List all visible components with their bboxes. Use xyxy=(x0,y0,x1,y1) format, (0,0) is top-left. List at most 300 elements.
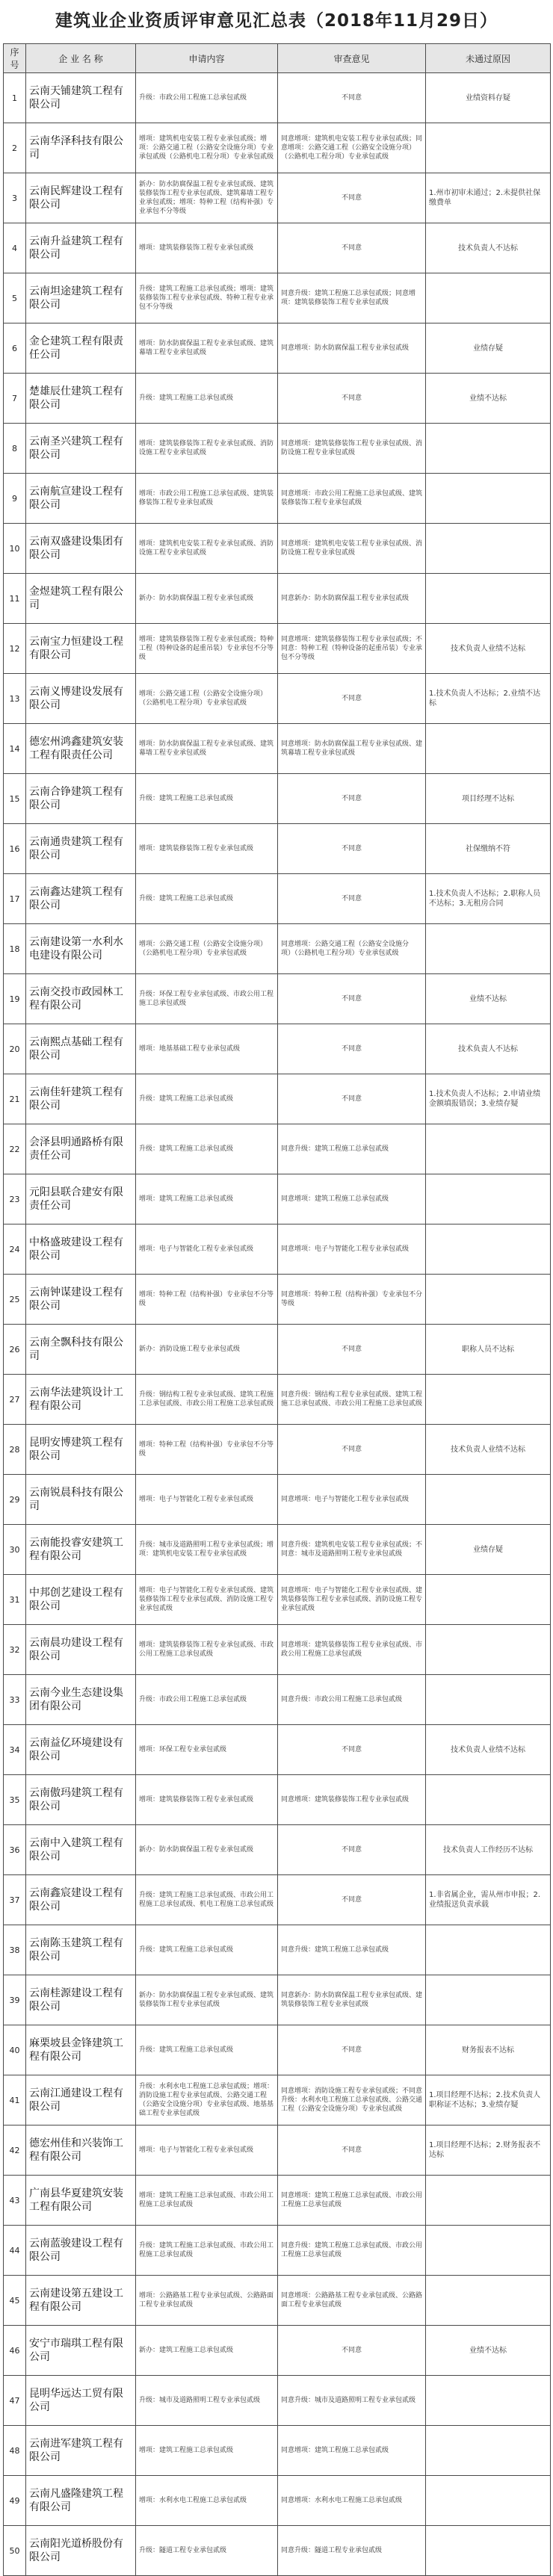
application-content: 增项：电子与智能化工程专业承包贰级 xyxy=(136,2125,278,2176)
row-number: 25 xyxy=(4,1275,26,1325)
header-rejection-reason: 未通过原因 xyxy=(426,44,551,73)
review-opinion: 同意升级：建筑工程施工总承包贰级；同意增项：建筑装修装饰工程专业承包贰级 xyxy=(278,273,426,323)
company-name: 中邦创艺建设工程有限公司 xyxy=(26,1575,136,1625)
rejection-reason: 业绩存疑 xyxy=(426,323,551,374)
rejection-reason xyxy=(426,1625,551,1675)
review-opinion: 同意增项：建筑装修装饰工程专业承包贰级、消防设施工程专业承包贰级 xyxy=(278,424,426,474)
table-row xyxy=(4,173,551,223)
application-content: 增项：电子与智能化工程专业承包贰级、建筑装修装饰工程专业承包贰级、消防设施工程专业承包贰级 xyxy=(136,1575,278,1625)
row-number: 35 xyxy=(4,1775,26,1825)
table-row xyxy=(4,424,551,474)
review-opinion: 不同意 xyxy=(278,2125,426,2176)
review-opinion: 同意增项：电子与智能化工程专业承包贰级 xyxy=(278,1475,426,1525)
table-row xyxy=(4,524,551,574)
application-content: 增项：建筑装修装饰工程专业承包贰级 xyxy=(136,223,278,273)
application-content: 增项：地基基础工程专业承包贰级 xyxy=(136,1024,278,1074)
table-row xyxy=(4,874,551,924)
table-row xyxy=(4,374,551,424)
rejection-reason xyxy=(426,1975,551,2025)
rejection-reason xyxy=(426,2426,551,2476)
company-name: 云南阳光道桥股份有限公司 xyxy=(26,2526,136,2576)
review-opinion: 同意增项：建筑装修装饰工程专业承包贰级 xyxy=(278,1775,426,1825)
rejection-reason: 1.项目经理不达标；2.技术负责人职称证不达标；3.业绩存疑 xyxy=(426,2075,551,2125)
application-content: 新办：防水防腐保温工程专业承包贰级、建筑装修装饰工程专业承包贰级、建筑幕墙工程专业承包贰级；增项：特种工程（结构补强）专业承包不分等级 xyxy=(136,173,278,223)
application-content: 增项：建筑工程施工总承包贰级、市政公用工程施工总承包贰级 xyxy=(136,2176,278,2226)
company-name: 云南鑫达建筑工程有限公司 xyxy=(26,874,136,924)
rejection-reason: 技术负责人不达标 xyxy=(426,1024,551,1074)
company-name: 云南圣兴建筑工程有限公司 xyxy=(26,424,136,474)
application-content: 增项：电子与智能化工程专业承包贰级 xyxy=(136,1224,278,1275)
application-content: 新办：防水防腐保温工程专业承包贰级 xyxy=(136,574,278,624)
table-row xyxy=(4,1425,551,1475)
application-content: 升级：建筑工程施工总承包贰级 xyxy=(136,1124,278,1174)
application-content: 升级：隧道工程专业承包贰级 xyxy=(136,2526,278,2576)
row-number: 27 xyxy=(4,1375,26,1425)
review-opinion: 不同意 xyxy=(278,1825,426,1875)
application-content: 升级：市政公用工程施工总承包贰级 xyxy=(136,73,278,123)
rejection-reason: 技术负责人业绩不达标 xyxy=(426,1425,551,1475)
review-opinion: 同意升级：隧道工程专业承包贰级 xyxy=(278,2526,426,2576)
row-number: 12 xyxy=(4,624,26,674)
review-opinion: 同意增项：消防设施工程专业承包贰级；不同意升级：水利水电工程施工总承包贰级、公路交通工程（公路安全设施分项）专业承包贰级 xyxy=(278,2075,426,2125)
review-opinion: 不同意 xyxy=(278,2326,426,2376)
rejection-reason xyxy=(426,2476,551,2526)
company-name: 德宏州鸿鑫建筑安装工程有限责任公司 xyxy=(26,724,136,774)
rejection-reason xyxy=(426,1775,551,1825)
row-number: 50 xyxy=(4,2526,26,2576)
rejection-reason xyxy=(426,2276,551,2326)
rejection-reason: 项目经理不达标 xyxy=(426,774,551,824)
company-name: 德宏州佳和兴装饰工程有限公司 xyxy=(26,2125,136,2176)
rejection-reason xyxy=(426,1475,551,1525)
company-name: 楚雄辰仕建筑工程有限公司 xyxy=(26,374,136,424)
review-opinion: 不同意 xyxy=(278,2025,426,2075)
table-row xyxy=(4,824,551,874)
review-opinion: 同意增项：建筑机电安装工程专业承包贰级；同意增项：公路交通工程（公路安全设施分项）（公路机电工程分项）专业承包贰级 xyxy=(278,123,426,173)
table-row xyxy=(4,73,551,123)
company-name: 云南傲玛建筑工程有限公司 xyxy=(26,1775,136,1825)
table-row xyxy=(4,1325,551,1375)
application-content: 增项：建筑工程施工总承包贰级 xyxy=(136,2426,278,2476)
rejection-reason xyxy=(426,1375,551,1425)
review-opinion: 不同意 xyxy=(278,73,426,123)
rejection-reason: 1.技术负责人不达标；2.申请业绩金额填报错误；3.业绩存疑 xyxy=(426,1074,551,1124)
table-row xyxy=(4,1875,551,1925)
application-content: 增项：防水防腐保温工程专业承包贰级、建筑幕墙工程专业承包贰级 xyxy=(136,323,278,374)
table-row xyxy=(4,1224,551,1275)
review-opinion: 不同意 xyxy=(278,674,426,724)
row-number: 45 xyxy=(4,2276,26,2326)
rejection-reason xyxy=(426,2376,551,2426)
application-content: 新办：消防设施工程专业承包贰级 xyxy=(136,1325,278,1375)
rejection-reason: 业绩资料存疑 xyxy=(426,73,551,123)
company-name: 云南华泽科技有限公司 xyxy=(26,123,136,173)
rejection-reason xyxy=(426,524,551,574)
review-opinion: 不同意 xyxy=(278,1725,426,1775)
company-name: 元阳县联合建安有限责任公司 xyxy=(26,1174,136,1224)
row-number: 28 xyxy=(4,1425,26,1475)
review-opinion: 不同意 xyxy=(278,774,426,824)
table-header-row xyxy=(4,44,551,73)
review-opinion: 同意升级：建筑工程施工总承包贰级 xyxy=(278,1124,426,1174)
row-number: 43 xyxy=(4,2176,26,2226)
rejection-reason: 1.技术负责人不达标；2.业绩不达标 xyxy=(426,674,551,724)
row-number: 10 xyxy=(4,524,26,574)
review-opinion: 同意增项：建筑装修装饰工程专业承包贰级、市政公用工程施工总承包贰级 xyxy=(278,1625,426,1675)
row-number: 20 xyxy=(4,1024,26,1074)
table-row xyxy=(4,1775,551,1825)
company-name: 云南熙点基础工程有限公司 xyxy=(26,1024,136,1074)
review-opinion: 不同意 xyxy=(278,1024,426,1074)
row-number: 21 xyxy=(4,1074,26,1124)
company-name: 广南县华夏建筑安装工程有限公司 xyxy=(26,2176,136,2226)
row-number: 17 xyxy=(4,874,26,924)
rejection-reason: 技术负责人业绩不达标 xyxy=(426,624,551,674)
table-row xyxy=(4,1275,551,1325)
row-number: 9 xyxy=(4,474,26,524)
company-name: 云南鑫宸建设工程有限公司 xyxy=(26,1875,136,1925)
application-content: 增项：公路路基工程专业承包贰级、公路路面工程专业承包贰级 xyxy=(136,2276,278,2326)
application-content: 增项：水利水电工程施工总承包贰级 xyxy=(136,2476,278,2526)
row-number: 30 xyxy=(4,1525,26,1575)
company-name: 云南建设第五建设工程有限公司 xyxy=(26,2276,136,2326)
table-row xyxy=(4,1925,551,1975)
company-name: 云南交投市政园林工程有限公司 xyxy=(26,974,136,1024)
rejection-reason: 业绩不达标 xyxy=(426,974,551,1024)
table-row xyxy=(4,1124,551,1174)
table-row xyxy=(4,624,551,674)
review-opinion: 同意升级：建筑工程施工总承包贰级、市政公用工程施工总承包贰级 xyxy=(278,2226,426,2276)
company-name: 云南宝力恒建设工程有限公司 xyxy=(26,624,136,674)
rejection-reason xyxy=(426,474,551,524)
application-content: 增项：建筑机电安装工程专业承包贰级、消防设施工程专业承包贰级 xyxy=(136,524,278,574)
rejection-reason xyxy=(426,2526,551,2576)
application-content: 升级：建筑工程施工总承包贰级 xyxy=(136,374,278,424)
rejection-reason: 财务报表不达标 xyxy=(426,2025,551,2075)
review-opinion: 不同意 xyxy=(278,1425,426,1475)
header-application: 申请内容 xyxy=(136,44,278,73)
row-number: 11 xyxy=(4,574,26,624)
company-name: 云南益亿环境建设有限公司 xyxy=(26,1725,136,1775)
row-number: 48 xyxy=(4,2426,26,2476)
table-row xyxy=(4,974,551,1024)
company-name: 云南蓝骏建设工程有限公司 xyxy=(26,2226,136,2276)
rejection-reason: 业绩存疑 xyxy=(426,1525,551,1575)
review-opinion: 同意增项：公路路基工程专业承包贰级、公路路面工程专业承包贰级 xyxy=(278,2276,426,2326)
header-review-opinion: 审查意见 xyxy=(278,44,426,73)
company-name: 云南钟谋建设工程有限公司 xyxy=(26,1275,136,1325)
application-content: 增项：建筑装修装饰工程专业承包贰级 xyxy=(136,1775,278,1825)
company-name: 云南晨功建设工程有限公司 xyxy=(26,1625,136,1675)
table-row xyxy=(4,1575,551,1625)
application-content: 升级：建筑工程施工总承包贰级、市政公用工程施工总承包贰级 xyxy=(136,2226,278,2276)
row-number: 34 xyxy=(4,1725,26,1775)
review-opinion: 不同意 xyxy=(278,223,426,273)
table-row xyxy=(4,2176,551,2226)
application-content: 增项：建筑装修装饰工程专业承包贰级 xyxy=(136,824,278,874)
table-row xyxy=(4,1975,551,2025)
table-row xyxy=(4,1675,551,1725)
row-number: 1 xyxy=(4,73,26,123)
table-row xyxy=(4,1174,551,1224)
company-name: 云南江通建设工程有限公司 xyxy=(26,2075,136,2125)
review-opinion: 同意增项：特种工程（结构补强）专业承包不分等级 xyxy=(278,1275,426,1325)
header-no: 序号 xyxy=(4,44,26,73)
company-name: 云南桂源建设工程有限公司 xyxy=(26,1975,136,2025)
company-name: 云南中入建筑工程有限公司 xyxy=(26,1825,136,1875)
review-opinion: 同意升级：市政公用工程施工总承包贰级 xyxy=(278,1675,426,1725)
company-name: 云南义博建设发展有限公司 xyxy=(26,674,136,724)
table-row xyxy=(4,2476,551,2526)
table-row xyxy=(4,2125,551,2176)
application-content: 新办：防水防腐保温工程专业承包贰级 xyxy=(136,1825,278,1875)
review-opinion: 不同意 xyxy=(278,173,426,223)
review-opinion: 同意升级：钢结构工程专业承包贰级、建筑工程施工总承包贰级、市政公用工程施工总承包贰级 xyxy=(278,1375,426,1425)
row-number: 14 xyxy=(4,724,26,774)
application-content: 增项：建筑装修装饰工程专业承包贰级、市政公用工程施工总承包贰级 xyxy=(136,1625,278,1675)
review-opinion: 同意增项：建筑工程施工总承包贰级、市政公用工程施工总承包贰级 xyxy=(278,2176,426,2226)
row-number: 37 xyxy=(4,1875,26,1925)
review-opinion: 同意增项：水利水电工程施工总承包贰级 xyxy=(278,2476,426,2526)
review-opinion: 同意增项：电子与智能化工程专业承包贰级、建筑装修装饰工程专业承包贰级、消防设施工程专业承包贰级 xyxy=(278,1575,426,1625)
application-content: 增项：建筑装修装饰工程专业承包贰级、消防设施工程专业承包贰级 xyxy=(136,424,278,474)
company-name: 金仑建筑工程有限责任公司 xyxy=(26,323,136,374)
row-number: 40 xyxy=(4,2025,26,2075)
row-number: 47 xyxy=(4,2376,26,2426)
rejection-reason: 技术负责人工作经历不达标 xyxy=(426,1825,551,1875)
table-row xyxy=(4,323,551,374)
table-row xyxy=(4,1074,551,1124)
row-number: 22 xyxy=(4,1124,26,1174)
review-opinion: 同意升级：建筑机电安装工程专业承包贰级；不同意：城市及道路照明工程专业承包贰级 xyxy=(278,1525,426,1575)
company-name: 云南进军建筑工程有限公司 xyxy=(26,2426,136,2476)
application-content: 升级：钢结构工程专业承包贰级、建筑工程施工总承包贰级、市政公用工程施工总承包贰级 xyxy=(136,1375,278,1425)
table-row xyxy=(4,1375,551,1425)
row-number: 23 xyxy=(4,1174,26,1224)
company-name: 云南双盛建设集团有限公司 xyxy=(26,524,136,574)
row-number: 41 xyxy=(4,2075,26,2125)
rejection-reason xyxy=(426,724,551,774)
review-opinion: 同意新办：防水防腐保温工程专业承包贰级、建筑装修装饰工程专业承包贰级 xyxy=(278,1975,426,2025)
company-name: 云南航宣建设工程有限公司 xyxy=(26,474,136,524)
rejection-reason xyxy=(426,424,551,474)
review-opinion: 同意增项：公路交通工程（公路安全设施分项）（公路机电工程分项）专业承包贰级 xyxy=(278,924,426,974)
application-content: 升级：水利水电工程施工总承包贰级；增项：消防设施工程专业承包贰级、公路交通工程（公路安全设施分项）专业承包贰级、地基基础工程专业承包贰级 xyxy=(136,2075,278,2125)
table-row xyxy=(4,724,551,774)
header-company-name: 企 业 名 称 xyxy=(26,44,136,73)
review-opinion: 不同意 xyxy=(278,1074,426,1124)
application-content: 增项：公路交通工程（公路安全设施分项）（公路机电工程分项）专业承包贰级 xyxy=(136,924,278,974)
row-number: 5 xyxy=(4,273,26,323)
rejection-reason xyxy=(426,2226,551,2276)
review-opinion: 同意升级：城市及道路照明工程专业承包贰级 xyxy=(278,2376,426,2426)
application-content: 升级：建筑工程施工总承包贰级；增项：建筑装修装饰工程专业承包贰级、特种工程专业承包不分等级 xyxy=(136,273,278,323)
table-row xyxy=(4,2075,551,2125)
company-name: 云南凡盛隆建筑工程有限公司 xyxy=(26,2476,136,2526)
table-row xyxy=(4,223,551,273)
table-row xyxy=(4,924,551,974)
review-opinion: 同意增项：电子与智能化工程专业承包贰级 xyxy=(278,1224,426,1275)
row-number: 3 xyxy=(4,173,26,223)
application-content: 升级：建筑工程施工总承包贰级 xyxy=(136,1074,278,1124)
company-name: 云南合铮建筑工程有限公司 xyxy=(26,774,136,824)
application-content: 增项：电子与智能化工程专业承包贰级 xyxy=(136,1475,278,1525)
table-row xyxy=(4,574,551,624)
rejection-reason: 1.非省属企业，需从州市申报；2.业绩报送负责承载 xyxy=(426,1875,551,1925)
row-number: 31 xyxy=(4,1575,26,1625)
row-number: 46 xyxy=(4,2326,26,2376)
row-number: 26 xyxy=(4,1325,26,1375)
row-number: 4 xyxy=(4,223,26,273)
table-row xyxy=(4,123,551,173)
table-body xyxy=(4,73,551,2576)
application-content: 升级：建筑工程施工总承包贰级、市政公用工程施工总承包贰级、机电工程施工总承包贰级 xyxy=(136,1875,278,1925)
table-row xyxy=(4,474,551,524)
application-content: 升级：城市及道路照明工程专业承包贰级 xyxy=(136,2376,278,2426)
page-title: 建筑业企业资质评审意见汇总表（2018年11月29日） xyxy=(55,11,498,31)
table-row xyxy=(4,2376,551,2426)
application-content: 增项：环保工程专业承包贰级 xyxy=(136,1725,278,1775)
qualification-review-table xyxy=(3,43,551,2576)
company-name: 麻栗坡县金锋建筑工程有限公司 xyxy=(26,2025,136,2075)
review-opinion: 同意新办：防水防腐保温工程专业承包贰级 xyxy=(278,574,426,624)
table-row xyxy=(4,2326,551,2376)
row-number: 13 xyxy=(4,674,26,724)
table-row xyxy=(4,774,551,824)
row-number: 42 xyxy=(4,2125,26,2176)
row-number: 32 xyxy=(4,1625,26,1675)
review-opinion: 不同意 xyxy=(278,974,426,1024)
table-row xyxy=(4,2276,551,2326)
table-row xyxy=(4,1825,551,1875)
rejection-reason: 业绩不达标 xyxy=(426,374,551,424)
company-name: 云南华法建筑设计工程有限公司 xyxy=(26,1375,136,1425)
rejection-reason: 1.项目经理不达标；2.财务报表不达标 xyxy=(426,2125,551,2176)
review-opinion: 不同意 xyxy=(278,1325,426,1375)
table-row xyxy=(4,1525,551,1575)
application-content: 增项：公路交通工程（公路安全设施分项）（公路机电工程分项）专业承包贰级 xyxy=(136,674,278,724)
row-number: 44 xyxy=(4,2226,26,2276)
application-content: 增项：特种工程（结构补强）专业承包不分等级 xyxy=(136,1275,278,1325)
application-content: 增项：建筑工程施工总承包贰级 xyxy=(136,1174,278,1224)
application-content: 新办：建筑工程施工总承包贰级 xyxy=(136,2326,278,2376)
application-content: 增项：特种工程（结构补强）专业承包不分等级 xyxy=(136,1425,278,1475)
review-opinion: 不同意 xyxy=(278,824,426,874)
rejection-reason xyxy=(426,1925,551,1975)
row-number: 15 xyxy=(4,774,26,824)
application-content: 增项：建筑机电安装工程专业承包贰级；增项：公路交通工程（公路安全设施分项）专业承包贰级（公路机电工程分项）专业承包贰级 xyxy=(136,123,278,173)
rejection-reason: 1.州市初审未通过；2.未提供社保缴费单 xyxy=(426,173,551,223)
company-name: 安宁市瑞琪工程有限公司 xyxy=(26,2326,136,2376)
application-content: 新办：防水防腐保温工程专业承包贰级、建筑装修装饰工程专业承包贰级 xyxy=(136,1975,278,2025)
company-name: 云南民辉建设工程有限公司 xyxy=(26,173,136,223)
application-content: 升级：建筑工程施工总承包贰级 xyxy=(136,874,278,924)
rejection-reason xyxy=(426,1675,551,1725)
application-content: 升级：市政公用工程施工总承包贰级 xyxy=(136,1675,278,1725)
table-row xyxy=(4,2226,551,2276)
row-number: 6 xyxy=(4,323,26,374)
table-row xyxy=(4,1725,551,1775)
row-number: 19 xyxy=(4,974,26,1024)
company-name: 云南升益建筑工程有限公司 xyxy=(26,223,136,273)
rejection-reason xyxy=(426,273,551,323)
company-name: 云南通贵建筑工程有限公司 xyxy=(26,824,136,874)
row-number: 39 xyxy=(4,1975,26,2025)
table-row xyxy=(4,2426,551,2476)
rejection-reason xyxy=(426,1224,551,1275)
row-number: 2 xyxy=(4,123,26,173)
application-content: 增项：市政公用工程施工总承包贰级、建筑装修装饰工程专业承包贰级 xyxy=(136,474,278,524)
table-row xyxy=(4,2526,551,2576)
rejection-reason xyxy=(426,924,551,974)
table-row xyxy=(4,273,551,323)
company-name: 云南锐晨科技有限公司 xyxy=(26,1475,136,1525)
company-name: 云南天铺建筑工程有限公司 xyxy=(26,73,136,123)
rejection-reason: 职称人员不达标 xyxy=(426,1325,551,1375)
company-name: 金煜建筑工程有限公司 xyxy=(26,574,136,624)
review-opinion: 同意增项：市政公用工程施工总承包贰级、建筑装修装饰工程专业承包贰级 xyxy=(278,474,426,524)
application-content: 增项：建筑装修装饰工程专业承包贰级；特种工程（特种设备的起重吊装）专业承包不分等级 xyxy=(136,624,278,674)
company-name: 云南全飘科技有限公司 xyxy=(26,1325,136,1375)
table-row xyxy=(4,1475,551,1525)
rejection-reason: 技术负责人业绩不达标 xyxy=(426,1725,551,1775)
review-opinion: 同意增项：建筑机电安装工程专业承包贰级、消防设施工程专业承包贰级 xyxy=(278,524,426,574)
table-row xyxy=(4,1024,551,1074)
review-opinion: 不同意 xyxy=(278,374,426,424)
rejection-reason xyxy=(426,1575,551,1625)
application-content: 升级：环保工程专业承包贰级、市政公用工程施工总承包贰级 xyxy=(136,974,278,1024)
application-content: 升级：建筑工程施工总承包贰级 xyxy=(136,774,278,824)
rejection-reason: 社保缴纳不符 xyxy=(426,824,551,874)
application-content: 升级：建筑工程施工总承包贰级 xyxy=(136,2025,278,2075)
table-row xyxy=(4,1625,551,1675)
company-name: 中格盛玻建设工程有限公司 xyxy=(26,1224,136,1275)
row-number: 33 xyxy=(4,1675,26,1725)
company-name: 云南坦途建筑工程有限公司 xyxy=(26,273,136,323)
application-content: 升级：城市及道路照明工程专业承包贰级；增项：建筑机电安装工程专业承包贰级 xyxy=(136,1525,278,1575)
company-name: 昆明安博建筑工程有限公司 xyxy=(26,1425,136,1475)
review-opinion: 同意增项：防水防腐保温工程专业承包贰级 xyxy=(278,323,426,374)
review-opinion: 同意升级：建筑工程施工总承包贰级 xyxy=(278,1925,426,1975)
row-number: 18 xyxy=(4,924,26,974)
row-number: 38 xyxy=(4,1925,26,1975)
row-number: 49 xyxy=(4,2476,26,2526)
rejection-reason xyxy=(426,574,551,624)
company-name: 云南陈玉建筑工程有限公司 xyxy=(26,1925,136,1975)
review-opinion: 同意增项：防水防腐保温工程专业承包贰级、建筑幕墙工程专业承包贰级 xyxy=(278,724,426,774)
company-name: 云南建设第一水利水电建设有限公司 xyxy=(26,924,136,974)
row-number: 36 xyxy=(4,1825,26,1875)
row-number: 8 xyxy=(4,424,26,474)
review-opinion: 不同意 xyxy=(278,874,426,924)
rejection-reason xyxy=(426,1174,551,1224)
review-opinion: 同意增项：建筑工程施工总承包贰级 xyxy=(278,1174,426,1224)
row-number: 24 xyxy=(4,1224,26,1275)
row-number: 16 xyxy=(4,824,26,874)
rejection-reason xyxy=(426,2176,551,2226)
company-name: 会泽县明通路桥有限责任公司 xyxy=(26,1124,136,1174)
company-name: 云南佳轩建筑工程有限公司 xyxy=(26,1074,136,1124)
rejection-reason xyxy=(426,1124,551,1174)
review-opinion: 同意增项：建筑工程施工总承包贰级 xyxy=(278,2426,426,2476)
application-content: 增项：防水防腐保温工程专业承包贰级、建筑幕墙工程专业承包贰级 xyxy=(136,724,278,774)
rejection-reason: 1.技术负责人不达标；2.职称人员不达标；3.无租房合同 xyxy=(426,874,551,924)
review-opinion: 同意增项：建筑装修装饰工程专业承包贰级；不同意：特种工程（特种设备的起重吊装）专业承包不分等级 xyxy=(278,624,426,674)
application-content: 升级：建筑工程施工总承包贰级 xyxy=(136,1925,278,1975)
rejection-reason: 技术负责人不达标 xyxy=(426,223,551,273)
row-number: 29 xyxy=(4,1475,26,1525)
table-row xyxy=(4,2025,551,2075)
